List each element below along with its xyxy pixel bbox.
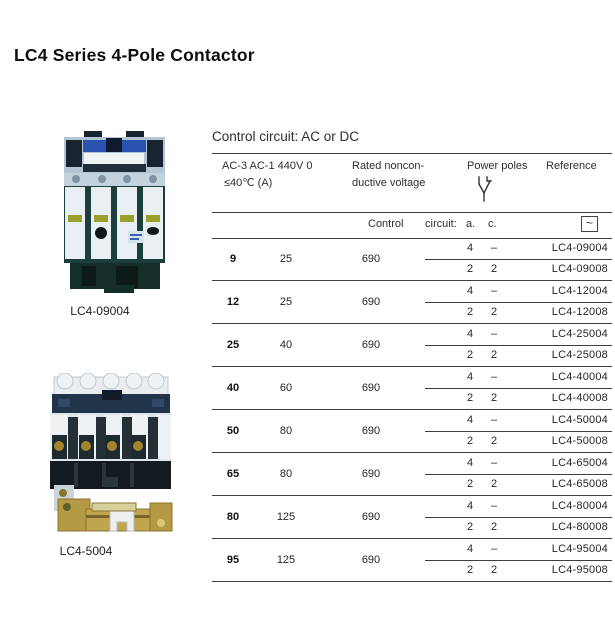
cell-reference: LC4-09008 bbox=[551, 263, 608, 275]
table-row-group bbox=[212, 539, 612, 582]
product-caption: LC4-09004 bbox=[70, 304, 130, 318]
cell-ac1-rating: 80 bbox=[279, 425, 293, 437]
table-subrow bbox=[212, 517, 612, 539]
cell-ac1-rating: 125 bbox=[276, 511, 296, 523]
cell-voltage: 690 bbox=[361, 296, 381, 308]
cell-voltage: 690 bbox=[361, 253, 381, 265]
contact-poles-icon bbox=[474, 175, 492, 207]
cell-reference: LC4-09004 bbox=[551, 242, 608, 254]
cell-poles-a: 4 bbox=[466, 543, 474, 555]
spec-table-body bbox=[212, 238, 612, 582]
subheader-a: a. bbox=[466, 218, 476, 230]
cell-poles-a: 4 bbox=[466, 242, 474, 254]
cell-reference: LC4-65004 bbox=[551, 457, 608, 469]
cell-voltage: 690 bbox=[361, 468, 381, 480]
cell-ac1-rating: 60 bbox=[279, 382, 293, 394]
cell-ac3-rating: 65 bbox=[226, 468, 240, 480]
table-rule-top bbox=[212, 153, 612, 154]
header-reference: Reference bbox=[546, 160, 597, 172]
product-figure-lc4-09004 bbox=[64, 131, 165, 318]
subrow-divider bbox=[425, 388, 612, 389]
cell-poles-c: 2 bbox=[490, 392, 498, 404]
cell-poles-a: 2 bbox=[466, 564, 474, 576]
cell-reference: LC4-40004 bbox=[551, 371, 608, 383]
cell-poles-c: – bbox=[490, 414, 498, 426]
table-subrow bbox=[212, 324, 612, 345]
cell-poles-c: – bbox=[490, 500, 498, 512]
cell-reference: LC4-25008 bbox=[551, 349, 608, 361]
cell-poles-c: – bbox=[490, 328, 498, 340]
cell-poles-a: 2 bbox=[466, 478, 474, 490]
cell-ac3-rating: 50 bbox=[226, 425, 240, 437]
cell-reference: LC4-50008 bbox=[551, 435, 608, 447]
table-subrow bbox=[212, 367, 612, 388]
cell-reference: LC4-80008 bbox=[551, 521, 608, 533]
cell-poles-c: – bbox=[490, 543, 498, 555]
cell-voltage: 690 bbox=[361, 511, 381, 523]
cell-poles-a: 2 bbox=[466, 349, 474, 361]
cell-ac1-rating: 125 bbox=[276, 554, 296, 566]
cell-ac1-rating: 25 bbox=[279, 253, 293, 265]
subrow-divider bbox=[425, 560, 612, 561]
cell-ac3-rating: 25 bbox=[226, 339, 240, 351]
cell-poles-c: 2 bbox=[490, 263, 498, 275]
cell-poles-a: 4 bbox=[466, 457, 474, 469]
table-subrow bbox=[212, 560, 612, 582]
cell-voltage: 690 bbox=[361, 425, 381, 437]
table-row-group bbox=[212, 281, 612, 324]
cell-poles-a: 2 bbox=[466, 392, 474, 404]
table-row-group bbox=[212, 367, 612, 410]
cell-ac3-rating: 9 bbox=[229, 253, 237, 265]
table-subrow bbox=[212, 388, 612, 410]
subrow-divider bbox=[425, 345, 612, 346]
subrow-divider bbox=[425, 302, 612, 303]
table-subrow bbox=[212, 259, 612, 281]
cell-reference: LC4-12004 bbox=[551, 285, 608, 297]
cell-reference: LC4-65008 bbox=[551, 478, 608, 490]
subrow-divider bbox=[425, 517, 612, 518]
header-rating-line1: AC-3 AC-1 440V 0 bbox=[222, 160, 313, 172]
cell-poles-a: 2 bbox=[466, 521, 474, 533]
product-figure-lc4-5004 bbox=[50, 373, 176, 558]
header-power-poles: Power poles bbox=[467, 160, 528, 172]
subheader-control: Control bbox=[368, 218, 404, 230]
cell-reference: LC4-40008 bbox=[551, 392, 608, 404]
table-subrow bbox=[212, 345, 612, 367]
cell-poles-a: 2 bbox=[466, 435, 474, 447]
table-row-group bbox=[212, 453, 612, 496]
cell-poles-a: 4 bbox=[466, 285, 474, 297]
cell-poles-a: 4 bbox=[466, 328, 474, 340]
cell-poles-a: 2 bbox=[466, 263, 474, 275]
table-subrow bbox=[212, 302, 612, 324]
header-voltage-line2: ductive voltage bbox=[352, 177, 426, 189]
cell-reference: LC4-95004 bbox=[551, 543, 608, 555]
cell-ac1-rating: 25 bbox=[279, 296, 293, 308]
cell-ac1-rating: 40 bbox=[279, 339, 293, 351]
table-subrow bbox=[212, 281, 612, 302]
cell-poles-a: 4 bbox=[466, 414, 474, 426]
header-rating-line2: ≤40℃ (A) bbox=[224, 177, 273, 189]
cell-ac1-rating: 80 bbox=[279, 468, 293, 480]
cell-reference: LC4-50004 bbox=[551, 414, 608, 426]
contactor-photo-lc4-5004 bbox=[50, 373, 176, 535]
cell-reference: LC4-25004 bbox=[551, 328, 608, 340]
subrow-divider bbox=[425, 474, 612, 475]
table-row-group bbox=[212, 496, 612, 539]
cell-poles-a: 2 bbox=[466, 306, 474, 318]
table-row-group bbox=[212, 410, 612, 453]
cell-poles-c: 2 bbox=[490, 478, 498, 490]
cell-ac3-rating: 80 bbox=[226, 511, 240, 523]
table-subtitle: Control circuit: AC or DC bbox=[212, 129, 360, 144]
table-subrow bbox=[212, 410, 612, 431]
cell-reference: LC4-12008 bbox=[551, 306, 608, 318]
cell-voltage: 690 bbox=[361, 554, 381, 566]
cell-reference: LC4-95008 bbox=[551, 564, 608, 576]
cell-ac3-rating: 12 bbox=[226, 296, 240, 308]
cell-voltage: 690 bbox=[361, 339, 381, 351]
cell-poles-c: – bbox=[490, 457, 498, 469]
contactor-photo-lc4-09004 bbox=[64, 131, 165, 293]
cell-poles-c: 2 bbox=[490, 306, 498, 318]
cell-poles-c: 2 bbox=[490, 564, 498, 576]
cell-poles-c: – bbox=[490, 285, 498, 297]
cell-poles-a: 4 bbox=[466, 500, 474, 512]
table-row-group bbox=[212, 324, 612, 367]
header-voltage-line1: Rated noncon- bbox=[352, 160, 425, 172]
cell-ac3-rating: 95 bbox=[226, 554, 240, 566]
table-subrow bbox=[212, 453, 612, 474]
cell-poles-c: 2 bbox=[490, 521, 498, 533]
product-caption: LC4-5004 bbox=[59, 544, 113, 558]
table-row-group bbox=[212, 238, 612, 281]
table-subrow bbox=[212, 431, 612, 453]
cell-poles-c: – bbox=[490, 242, 498, 254]
ac-symbol-box: ~ bbox=[581, 216, 598, 232]
cell-poles-c: – bbox=[490, 371, 498, 383]
subrow-divider bbox=[425, 431, 612, 432]
cell-voltage: 690 bbox=[361, 382, 381, 394]
table-subrow bbox=[212, 539, 612, 560]
cell-reference: LC4-80004 bbox=[551, 500, 608, 512]
cell-poles-c: 2 bbox=[490, 435, 498, 447]
cell-ac3-rating: 40 bbox=[226, 382, 240, 394]
subheader-c: c. bbox=[488, 218, 497, 230]
subrow-divider bbox=[425, 259, 612, 260]
cell-poles-c: 2 bbox=[490, 349, 498, 361]
page-title: LC4 Series 4-Pole Contactor bbox=[14, 44, 255, 65]
cell-poles-a: 4 bbox=[466, 371, 474, 383]
table-rule-mid bbox=[212, 212, 612, 213]
table-subrow bbox=[212, 496, 612, 517]
table-subrow bbox=[212, 474, 612, 496]
subheader-circuit: circuit: bbox=[425, 218, 457, 230]
table-subrow bbox=[212, 238, 612, 259]
